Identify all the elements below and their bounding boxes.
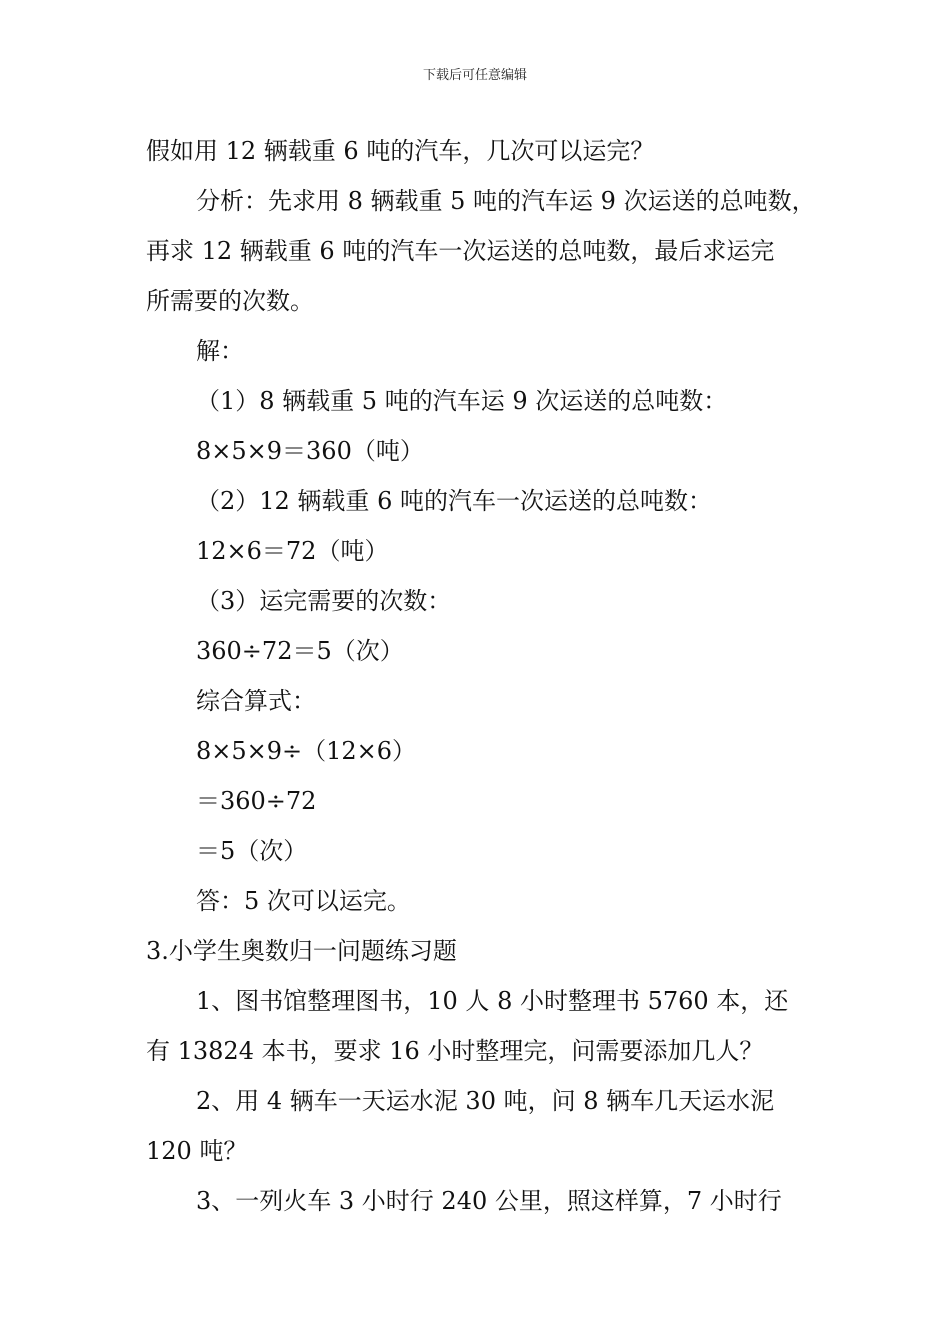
text-line: 分析：先求用 8 辆载重 5 吨的汽车运 9 次运送的总吨数， [196,187,816,215]
text-line: 有 13824 本书，要求 16 小时整理完，问需要添加几人？ [146,1037,764,1065]
text-line: ＝360÷72 [196,787,317,815]
text-line: （1）8 辆载重 5 吨的汽车运 9 次运送的总吨数： [196,387,728,415]
text-line: 综合算式： [196,687,316,715]
text-line: 8×5×9＝360（吨） [196,437,424,465]
text-line: 12×6＝72（吨） [196,537,389,565]
text-line: 8×5×9÷（12×6） [196,737,417,765]
document-body [146,126,826,1226]
section-heading: 3.小学生奥数归一问题练习题 [146,937,457,965]
text-line: （3）运完需要的次数： [196,587,452,615]
text-line: ＝5（次） [196,837,308,865]
text-line: （2）12 辆载重 6 吨的汽车一次运送的总吨数： [196,487,712,515]
text-line: 2、用 4 辆车一天运水泥 30 吨，问 8 辆车几天运水泥 [196,1087,775,1115]
text-line: 假如用 12 辆载重 6 吨的汽车，几次可以运完？ [146,137,655,165]
text-line: 120 吨？ [146,1137,248,1165]
text-line: 360÷72＝5（次） [196,637,404,665]
text-line: 解： [196,337,244,365]
text-line: 1、图书馆整理图书，10 人 8 小时整理书 5760 本，还 [196,987,789,1015]
text-line: 所需要的次数。 [146,287,314,315]
text-line: 再求 12 辆载重 6 吨的汽车一次运送的总吨数，最后求运完 [146,237,775,265]
text-line: 答：5 次可以运完。 [196,887,411,915]
text-line: 3、一列火车 3 小时行 240 公里，照这样算，7 小时行 [196,1187,782,1215]
page-header-note: 下载后可任意编辑 [422,68,527,83]
